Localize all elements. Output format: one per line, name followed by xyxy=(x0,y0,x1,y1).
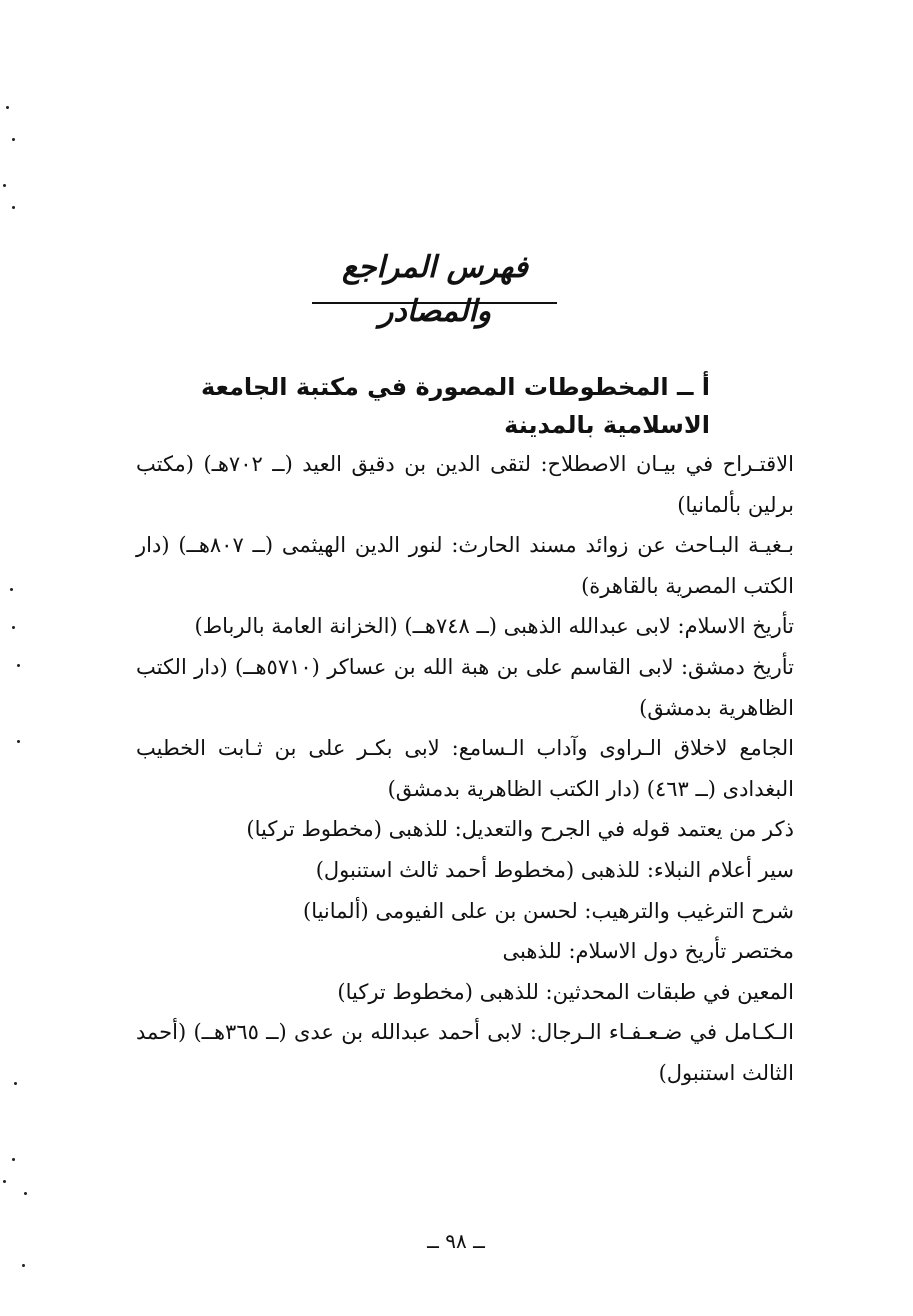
section-heading: أ ــ المخطوطات المصورة في مكتبة الجامعة الاسلامية بالمدينة xyxy=(200,373,710,439)
scan-speck xyxy=(6,106,9,109)
scan-speck xyxy=(10,588,13,591)
scan-speck xyxy=(3,1180,6,1183)
reference-entry: مختصر تأريخ دول الاسلام: للذهبى xyxy=(502,939,794,964)
scan-speck xyxy=(12,138,15,141)
scan-speck xyxy=(17,664,20,667)
page-number: ــ ٩٨ ــ xyxy=(427,1229,485,1253)
scan-speck xyxy=(14,1082,17,1085)
reference-list xyxy=(136,444,794,1094)
scan-speck xyxy=(24,1192,27,1195)
reference-entry: سير أعلام النبلاء: للذهبى (مخطوط أحمد ثالث استنبول) xyxy=(315,857,794,882)
reference-entry: المعين في طبقات المحدثين: للذهبى (مخطوط تركيا) xyxy=(337,979,794,1004)
scan-speck xyxy=(12,1158,15,1161)
reference-entry: الاقتـراح في بيـان الاصطلاح: لتقى الدين بن دقيق العيد (ــ ٧٠٢هـ) (مكتب برلين بألمانيا) xyxy=(136,452,794,517)
scan-speck xyxy=(22,1264,25,1267)
reference-entry: تأريخ الاسلام: لابى عبدالله الذهبى (ــ ٧٤٨هــ) (الخزانة العامة بالرباط) xyxy=(194,614,794,639)
reference-entry: الـكـامل في ضـعـفـاء الـرجال: لابى أحمد عبدالله بن عدى (ــ ٣٦٥هــ) (أحمد الثالث استنبول) xyxy=(136,1020,795,1085)
scan-speck xyxy=(17,740,20,743)
reference-entry: الجامع لاخلاق الـراوى وآداب الـسامع: لابى بكـر على بن ثـابت الخطيب البغدادى (ــ ٤٦٣) (دار الكتب الظاهرية بدمشق) xyxy=(136,736,794,801)
scan-speck xyxy=(3,184,6,187)
scan-speck xyxy=(12,206,15,209)
reference-entry: ذكر من يعتمد قوله في الجرح والتعديل: للذهبى (مخطوط تركيا) xyxy=(246,817,794,842)
page-title: فهرس المراجع والمصادر xyxy=(341,250,528,329)
scan-speck xyxy=(12,626,15,629)
reference-entry: تأريخ دمشق: لابى القاسم على بن هبة الله بن عساكر (٥٧١٠هــ) (دار الكتب الظاهرية بدمشق) xyxy=(136,654,795,720)
title-underline xyxy=(312,302,557,304)
reference-entry: بـغيـة البـاحث عن زوائد مسند الحارث: لنور الدين الهيثمى (ــ ٨٠٧هــ) (دار الكتب المصرية بالقاهرة) xyxy=(136,533,794,598)
reference-entry: شرح الترغيب والترهيب: لحسن بن على الفيومى (ألمانيا) xyxy=(303,898,794,923)
